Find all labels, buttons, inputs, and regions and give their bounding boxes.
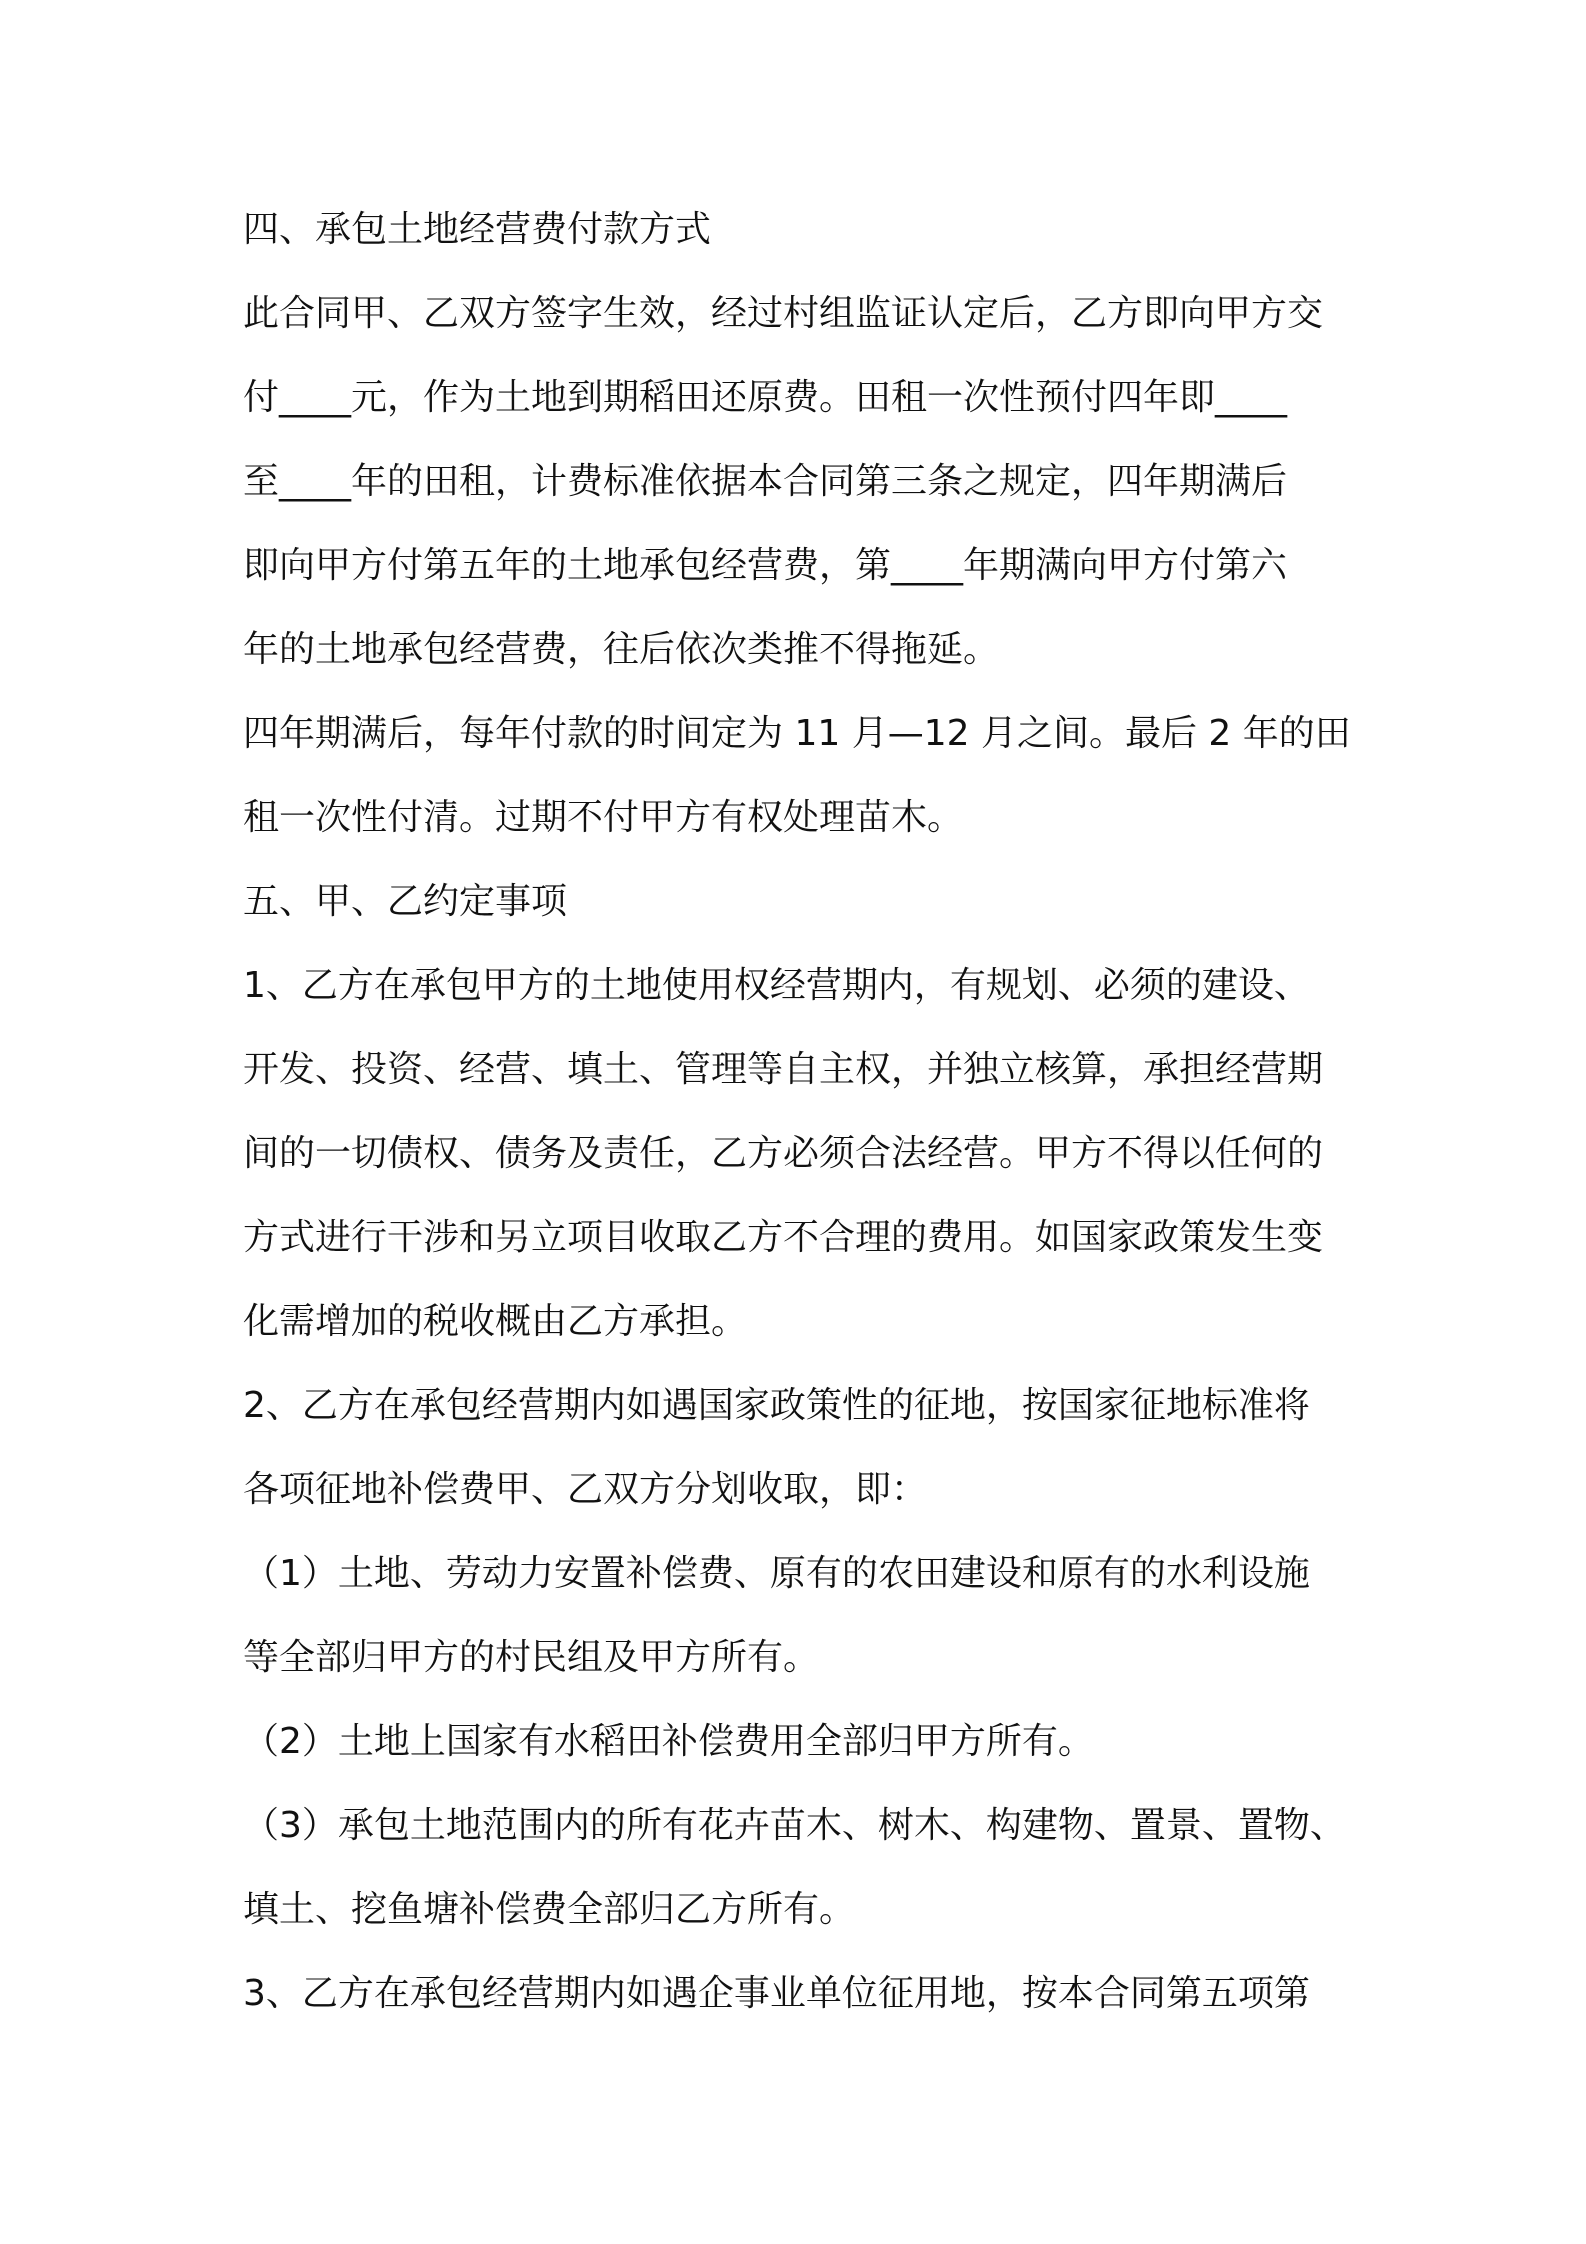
section-heading-payment: 四、承包土地经营费付款方式 [243, 209, 712, 250]
paragraph-line: 化需增加的税收概由乙方承担。 [243, 1301, 748, 1342]
paragraph-line: 间的一切债权、债务及责任，乙方必须合法经营。甲方不得以任何的 [243, 1133, 1324, 1174]
paragraph-line: 租一次性付清。过期不付甲方有权处理苗木。 [243, 797, 964, 838]
document-body [243, 198, 1373, 2046]
paragraph-line: （1）土地、劳动力安置补偿费、原有的农田建设和原有的水利设施 [243, 1553, 1310, 1594]
paragraph-line: 此合同甲、乙双方签字生效，经过村组监证认定后，乙方即向甲方交 [243, 293, 1324, 334]
paragraph-line: 1、乙方在承包甲方的土地使用权经营期内，有规划、必须的建设、 [243, 965, 1310, 1006]
paragraph-line: 付____元，作为土地到期稻田还原费。田租一次性预付四年即____ [243, 377, 1288, 418]
paragraph-line: 2、乙方在承包经营期内如遇国家政策性的征地，按国家征地标准将 [243, 1385, 1310, 1426]
paragraph-line: 至____年的田租，计费标准依据本合同第三条之规定，四年期满后 [243, 461, 1288, 502]
paragraph-line: 即向甲方付第五年的土地承包经营费，第____年期满向甲方付第六 [243, 545, 1288, 586]
paragraph-line: 各项征地补偿费甲、乙双方分划收取，即： [243, 1469, 928, 1510]
paragraph-line: 开发、投资、经营、填土、管理等自主权，并独立核算，承担经营期 [243, 1049, 1324, 1090]
paragraph-line: 年的土地承包经营费，往后依次类推不得拖延。 [243, 629, 1000, 670]
paragraph-line: 填土、挖鱼塘补偿费全部归乙方所有。 [243, 1889, 856, 1930]
paragraph-line: 等全部归甲方的村民组及甲方所有。 [243, 1637, 820, 1678]
paragraph-line: 方式进行干涉和另立项目收取乙方不合理的费用。如国家政策发生变 [243, 1217, 1324, 1258]
paragraph-line: 3、乙方在承包经营期内如遇企事业单位征用地，按本合同第五项第 [243, 1973, 1310, 2014]
paragraph-line: 四年期满后，每年付款的时间定为 11 月—12 月之间。最后 2 年的田 [243, 713, 1351, 754]
paragraph-line: （2）土地上国家有水稻田补偿费用全部归甲方所有。 [243, 1721, 1094, 1762]
paragraph-line: （3）承包土地范围内的所有花卉苗木、树木、构建物、置景、置物、 [243, 1805, 1346, 1846]
section-heading-agreements: 五、甲、乙约定事项 [243, 881, 568, 922]
